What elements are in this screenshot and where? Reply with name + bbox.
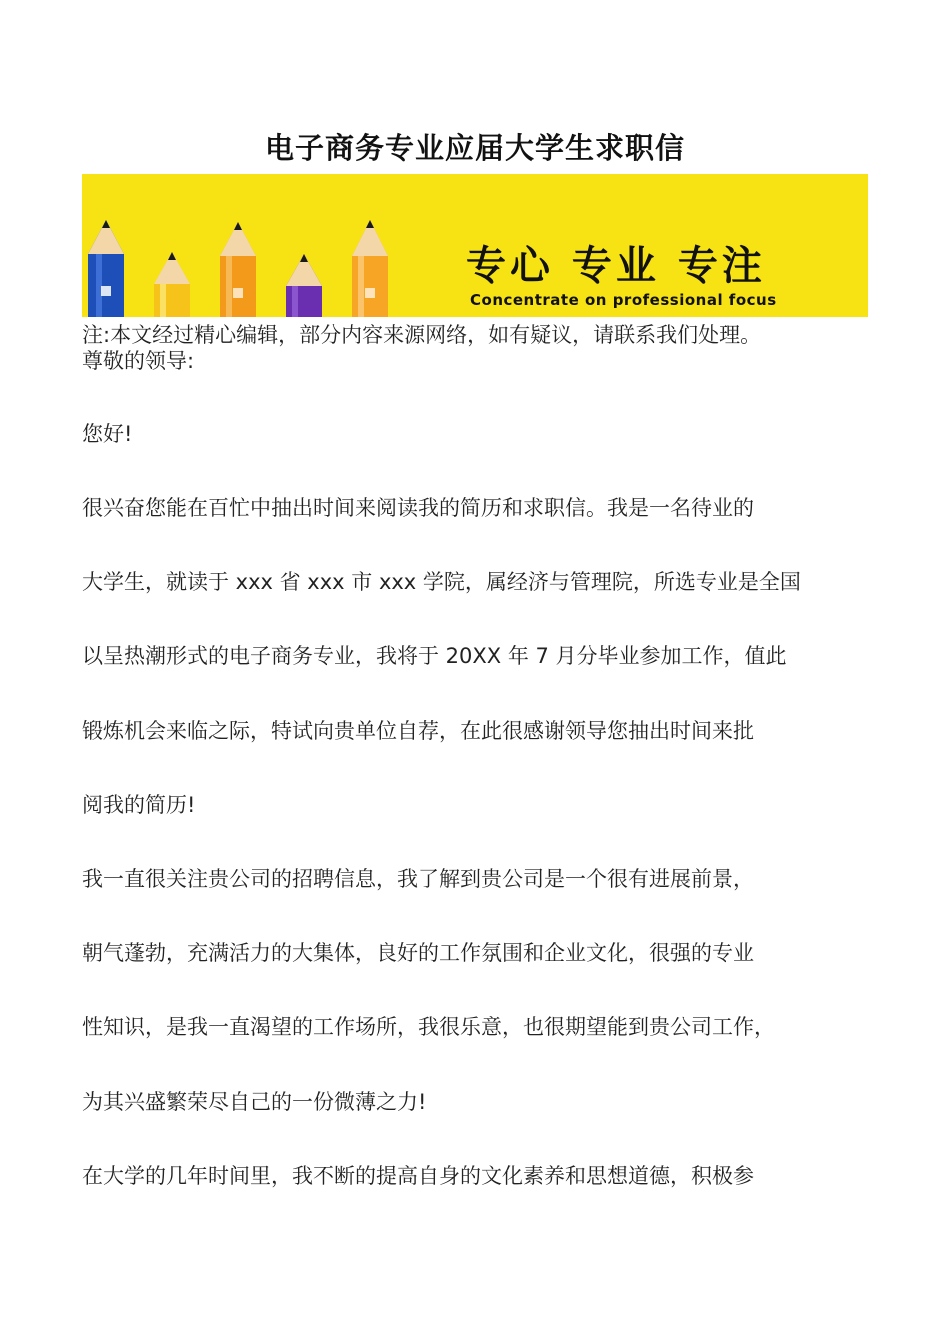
body-line: 朝气蓬勃，充满活力的大集体，良好的工作氛围和企业文化，很强的专业 <box>82 941 754 965</box>
body-line: 在大学的几年时间里，我不断的提高自身的文化素养和思想道德，积极参 <box>82 1164 754 1188</box>
body-line: 很兴奋您能在百忙中抽出时间来阅读我的简历和求职信。我是一名待业的 <box>82 496 754 520</box>
pencil-icon-orange <box>220 222 256 317</box>
document-title: 电子商务专业应届大学生求职信 <box>264 131 685 165</box>
body-line: 阅我的简历! <box>82 793 196 817</box>
body-line: 性知识，是我一直渴望的工作场所，我很乐意，也很期望能到贵公司工作， <box>82 1015 775 1039</box>
pencil-icon-purple <box>286 254 322 317</box>
banner-slogan-cn: 专心 专业 专注 <box>466 243 766 289</box>
body-line: 为其兴盛繁荣尽自己的一份微薄之力! <box>82 1090 427 1114</box>
body-line: 锻炼机会来临之际，特试向贵单位自荐，在此很感谢领导您抽出时间来批 <box>82 719 754 743</box>
banner-slogan-en: Concentrate on professional focus <box>470 291 777 309</box>
note-text: 注:本文经过精心编辑，部分内容来源网络，如有疑议，请联系我们处理。 <box>82 323 762 347</box>
body-line: 大学生，就读于 xxx 省 xxx 市 xxx 学院，属经济与管理院，所选专业是全国 <box>82 570 801 594</box>
body-line: 我一直很关注贵公司的招聘信息，我了解到贵公司是一个很有进展前景， <box>82 867 754 891</box>
body-line: 以呈热潮形式的电子商务专业，我将于 20XX 年 7 月分毕业参加工作，值此 <box>82 644 787 668</box>
greeting: 您好! <box>82 422 133 446</box>
editor-note <box>82 322 902 374</box>
pencil-icon-yellow <box>154 252 190 317</box>
banner-image <box>82 174 868 317</box>
pencil-icon-blue <box>88 220 124 317</box>
salutation: 尊敬的领导: <box>82 349 195 373</box>
pencil-icon-amber <box>352 220 388 317</box>
